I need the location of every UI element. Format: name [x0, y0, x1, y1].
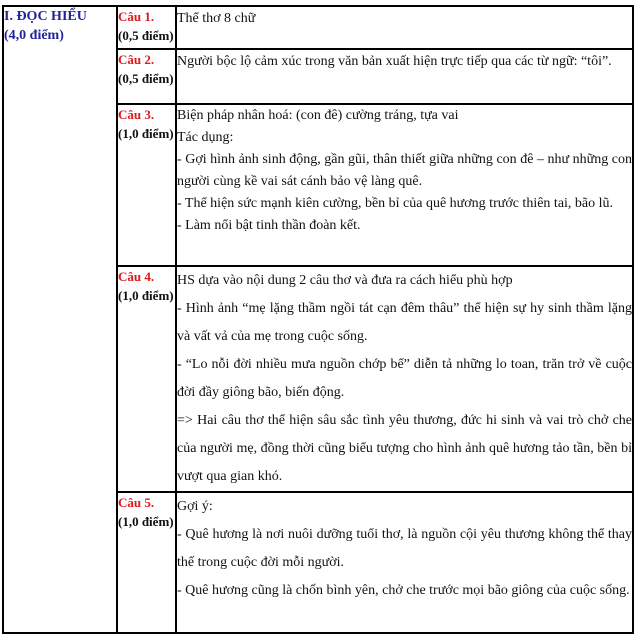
section-cell — [3, 6, 117, 633]
section-points: (4,0 điểm) — [4, 28, 64, 43]
question-label-cell — [117, 104, 176, 266]
answer-paragraph: Tác dụng: — [177, 130, 234, 145]
answer-paragraph: HS dựa vào nội dung 2 câu thơ và đưa ra cách hiểu phù hợp — [177, 273, 513, 288]
question-number: Câu 2. — [118, 52, 155, 67]
answer-paragraph: - Gợi hình ảnh sinh động, gần gũi, thân thiết giữa những con đê – như những con người cùng kề vai sát cánh bảo vệ làng quê. — [177, 152, 632, 189]
answer-paragraph: - Quê hương là nơi nuôi dưỡng tuổi thơ, là nguồn cội yêu thương không thể thay thế trong cuộc đời mỗi người. — [177, 527, 632, 570]
answer-paragraph: Thể thơ 8 chữ — [177, 11, 256, 26]
answer-paragraph: Người bộc lộ cảm xúc trong văn bản xuất hiện trực tiếp qua các từ ngữ: “tôi”. — [177, 54, 612, 69]
answer-paragraph: Gợi ý: — [177, 499, 213, 514]
answer-cell — [176, 49, 633, 104]
question-number: Câu 3. — [118, 107, 155, 122]
answer-key-table — [2, 5, 634, 634]
question-label-cell — [117, 49, 176, 104]
answer-cell — [176, 6, 633, 49]
question-label-cell — [117, 6, 176, 49]
question-label-cell — [117, 492, 176, 633]
question-points: (1,0 điểm) — [118, 126, 174, 141]
answer-paragraph: - Thể hiện sức mạnh kiên cường, bền bỉ của quê hương trước thiên tai, bão lũ. — [177, 196, 614, 211]
question-number: Câu 1. — [118, 9, 155, 24]
answer-cell — [176, 492, 633, 633]
question-points: (1,0 điểm) — [118, 288, 174, 303]
section-title: I. ĐỌC HIỂU — [4, 9, 87, 24]
question-number: Câu 5. — [118, 495, 155, 510]
question-label-cell — [117, 266, 176, 492]
answer-paragraph: - Hình ảnh “mẹ lặng thầm ngồi tát cạn đêm thâu” thể hiện sự hy sinh thầm lặng và vất vả của mẹ trong cuộc sống. — [177, 301, 632, 344]
answer-paragraph: Biện pháp nhân hoá: (con đê) cường tráng, tựa vai — [177, 108, 459, 123]
answer-paragraph: => Hai câu thơ thể hiện sâu sắc tình yêu thương, đức hi sinh và vai trò chở che của người mẹ, đồng thời cũng biểu tượng cho hình ảnh quê hương tảo tần, bền bỉ vượt qua gian khó. — [177, 413, 632, 484]
question-number: Câu 4. — [118, 269, 155, 284]
answer-paragraph: - “Lo nỗi đời nhiều mưa nguồn chớp bể” diễn tả những lo toan, trăn trở về cuộc đời đầy giông bão, biến động. — [177, 357, 632, 400]
question-points: (0,5 điểm) — [118, 71, 174, 86]
question-row — [3, 6, 633, 49]
answer-cell — [176, 104, 633, 266]
answer-paragraph: - Làm nổi bật tinh thần đoàn kết. — [177, 218, 361, 233]
answer-paragraph: - Quê hương cũng là chốn bình yên, chở che trước mọi bão giông của cuộc sống. — [177, 583, 630, 598]
answer-cell — [176, 266, 633, 492]
question-points: (1,0 điểm) — [118, 514, 174, 529]
question-points: (0,5 điểm) — [118, 28, 174, 43]
